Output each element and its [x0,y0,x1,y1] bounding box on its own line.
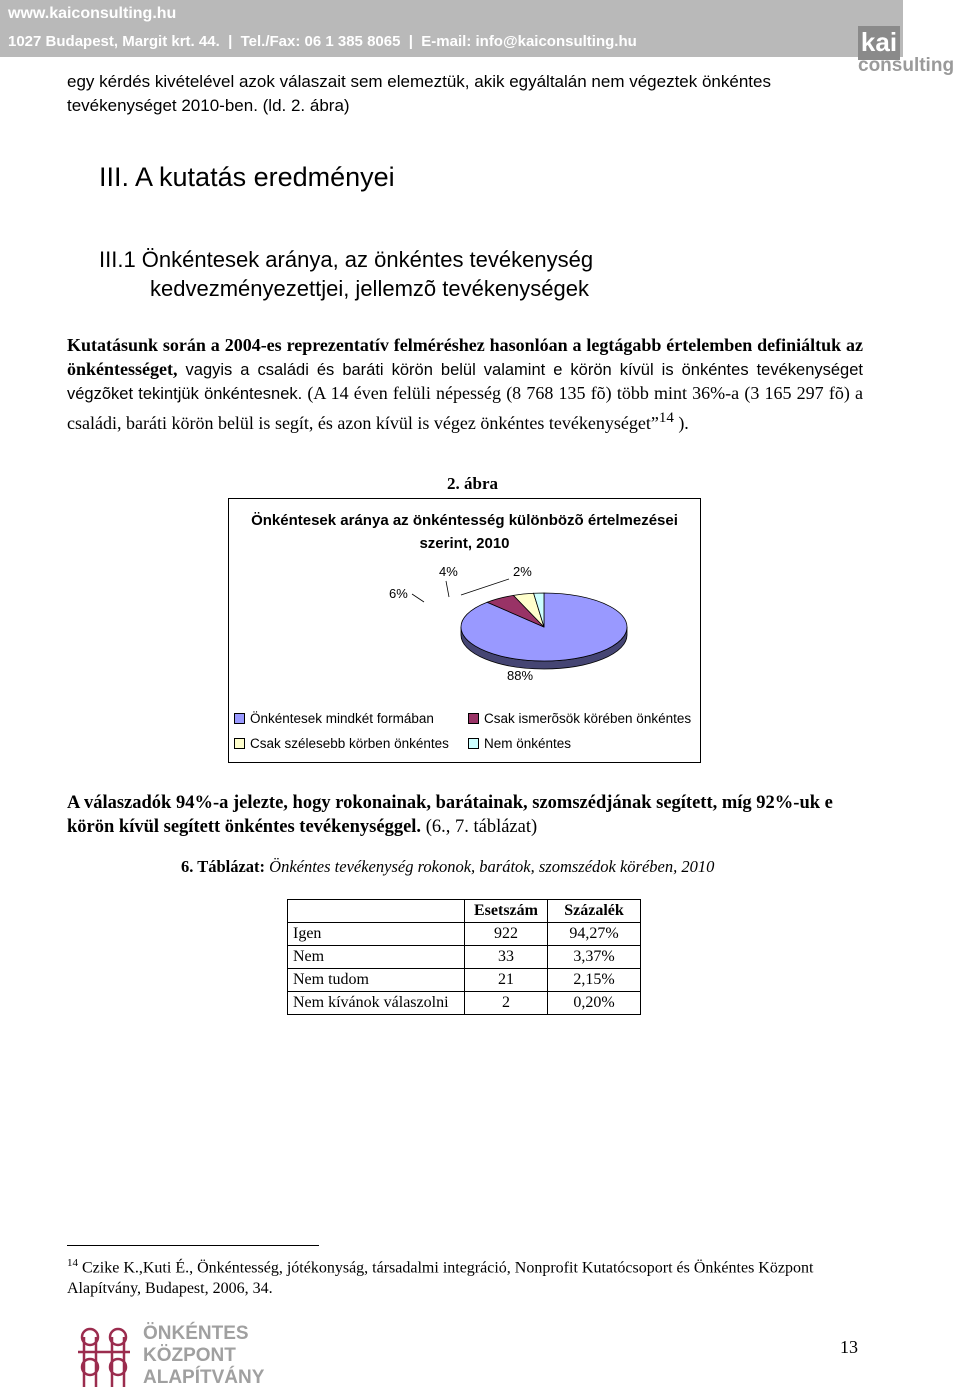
paragraph-end: ). [673,412,689,433]
intro-paragraph: egy kérdés kivételével azok válaszait sem elemeztük, akik egyáltalán nem végeztek önkéntes tevékenységet 2010-ben. (ld. 2. ábra) [67,72,771,115]
legend-item [468,736,571,751]
table-caption-text: Önkéntes tevékenység rokonok, barátok, szomszédok körében, 2010 [265,857,715,876]
pie-chart [228,498,701,763]
legend-label: Csak szélesebb körben önkéntes [250,736,449,751]
footnote-reference: 14 [658,409,674,426]
header-website: www.kaiconsulting.hu [8,5,177,22]
figure-caption: 2. ábra [447,474,498,493]
legend-item [234,711,434,726]
table-header-row [288,900,641,923]
table-cell: Igen [288,923,465,946]
table-cell: 0,20% [548,992,641,1015]
table-row [288,923,641,946]
footnote-text: Czike K.,Kuti É., Önkéntesség, jótékonyság, társadalmi integráció, Nonprofit Kutatócsoport és Önkéntes Központ Alapítvány, Budapest, 2006, 34. [67,1259,814,1298]
legend-label: Önkéntesek mindkét formában [250,711,434,726]
table-header-cell: Esetszám [465,900,548,923]
logo-line2: KÖZPONT [143,1345,236,1366]
pie-leader-line [412,594,424,602]
page-number: 13 [840,1337,858,1357]
legend-label: Nem önkéntes [484,736,572,751]
table-cell: 922 [465,923,548,946]
section-heading: III. A kutatás eredményei [99,162,395,192]
table-cell: Nem tudom [288,969,465,992]
logo-line1: ÖNKÉNTES [143,1323,249,1344]
paragraph-normal-part: (A 14 éven felüli népesség (8 768 135 fõ) több mint 36%-a (3 165 297 fõ) a családi, baráti körön belül is segít, és azon kívül is végez önkéntes tevékenységet” [67,383,863,433]
header-band [0,0,903,57]
table-cell: 94,27% [548,923,641,946]
subsection-heading-line1: III.1 Önkéntesek aránya, az önkéntes tevékenység [99,247,594,272]
summary-normal: (6., 7. táblázat) [421,817,538,837]
pie-leader-line [446,581,449,597]
table-row [288,992,641,1015]
table-row [288,969,641,992]
pie-data-label: 88% [507,668,534,683]
legend-swatch [468,713,479,724]
pie-data-label: 2% [513,564,532,579]
table-cell: 33 [465,946,548,969]
body-paragraph [67,334,863,435]
legend-item [234,736,449,751]
table-header-cell: Százalék [548,900,641,923]
footnote-divider [67,1245,319,1246]
legend-swatch [468,738,479,749]
table-cell: 3,37% [548,946,641,969]
pie-data-label: 6% [389,586,408,601]
legend-item [468,711,691,726]
table-cell: Nem kívánok válaszolni [288,992,465,1015]
logo-line3: ALAPÍTVÁNY [143,1367,265,1388]
consulting-logo-text: consulting [858,55,955,76]
table-row [288,946,641,969]
paragraph-sans-part: vagyis a családi és baráti körön belül valamint e körön kívül is önkéntes tevékenységet végzõket tekintjük önkéntesnek. [67,360,863,404]
onkentes-kozpont-logo-text [143,1323,264,1389]
subsection-heading-line2: kedvezményezettjei, jellemzõ tevékenységek [150,276,590,301]
legend-label: Csak ismerõsök körében önkéntes [484,711,692,726]
pie-leader-line [461,579,509,595]
summary-paragraph [67,791,865,839]
summary-bold: A válaszadók 94%-a jelezte, hogy rokonainak, barátainak, szomszédjának segített, míg 92%-uk e körön kívül segített önkéntes tevékenységgel. [67,793,833,837]
table-cell: 2 [465,992,548,1015]
table-caption [181,857,714,877]
table-header-cell [288,900,465,923]
subsection-heading [99,245,593,303]
table-caption-number: 6. Táblázat: [181,857,266,876]
paragraph-bold-part: Kutatásunk során a 2004-es reprezentatív felméréshez hasonlóan a legtágabb értelemben definiáltuk az önkéntességet, [67,335,863,379]
table-cell: 21 [465,969,548,992]
header-address: 1027 Budapest, Margit krt. 44. | Tel./Fax: 06 1 385 8065 | E-mail: info@kaiconsulting.hu [8,33,637,50]
table-cell: 2,15% [548,969,641,992]
chart-title: Önkéntesek aránya az önkéntesség különbözõ értelmezései szerint, 2010 [251,512,678,552]
footnote [67,1253,857,1299]
kai-logo: kai [858,26,900,60]
legend-swatch [234,738,245,749]
legend-swatch [234,713,245,724]
pie-data-label: 4% [439,564,458,579]
footnote-number: 14 [67,1257,78,1269]
data-table [287,899,641,1015]
table-cell: Nem [288,946,465,969]
